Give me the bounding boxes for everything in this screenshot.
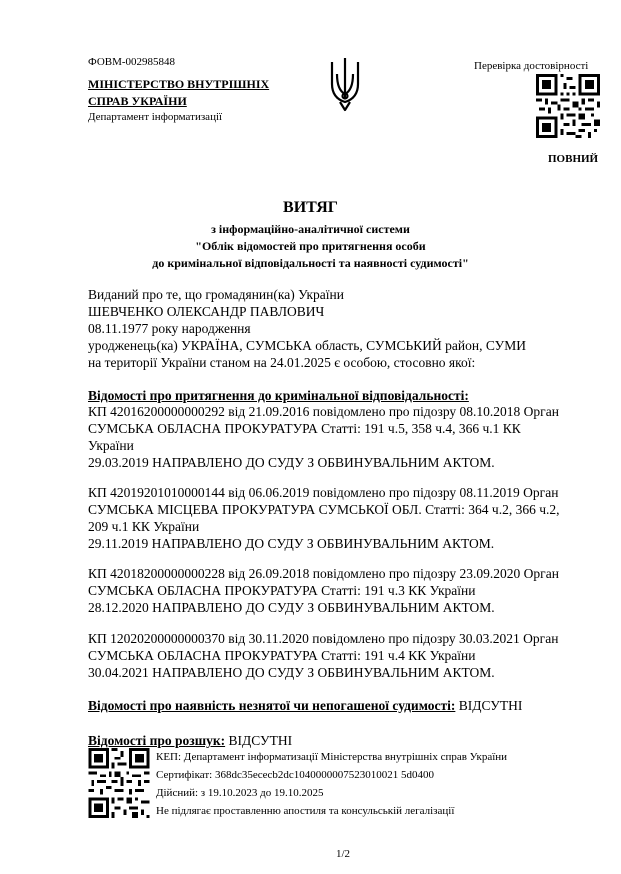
case-item xyxy=(88,565,559,616)
form-number: ФОВМ-002985848 xyxy=(88,56,176,68)
full-label: ПОВНИЙ xyxy=(548,153,599,165)
case-line: КП 42016200000000292 від 21.09.2016 повідомлено про підозру 08.10.2018 Орган xyxy=(88,404,559,419)
conviction-heading: Відомості про наявність незнятої чи непогашеної судимості: xyxy=(88,698,456,713)
person-status: на території України станом на 24.01.2025 є особою, стосовно якої: xyxy=(88,355,476,370)
page-number: 1/2 xyxy=(336,848,351,860)
ministry-line-2: СПРАВ УКРАЇНИ xyxy=(88,94,187,108)
case-line: 29.11.2019 НАПРАВЛЕНО ДО СУДУ З ОБВИНУВАЛЬНИМ АКТОМ. xyxy=(88,536,495,551)
department: Департамент інформатизації xyxy=(88,111,223,123)
case-line: СУМСЬКА ОБЛАСНА ПРОКУРАТУРА Статті: 191 ч.5, 358 ч.4, 366 ч.1 КК xyxy=(88,421,521,436)
signature-qr-icon[interactable] xyxy=(88,748,150,818)
conviction-value: ВІДСУТНІ xyxy=(455,698,523,713)
criminal-heading: Відомості про притягнення до кримінальної відповідальності: xyxy=(88,388,469,403)
ministry-line-1: МІНІСТЕРСТВО ВНУТРІШНІХ xyxy=(88,77,270,91)
signature-certificate: Сертифікат: 368dc35ececb2dc1040000007523010021 5d0400 xyxy=(156,769,435,781)
case-line: 28.12.2020 НАПРАВЛЕНО ДО СУДУ З ОБВИНУВАЛЬНИМ АКТОМ. xyxy=(88,600,495,615)
search-row xyxy=(88,732,292,749)
case-line: СУМСЬКА МІСЦЕВА ПРОКУРАТУРА СУМСЬКОЇ ОБЛ. Статті: 364 ч.2, 366 ч.2, xyxy=(88,502,560,517)
case-item xyxy=(88,403,559,471)
qr-code-icon[interactable] xyxy=(536,74,600,138)
person-birth: 08.11.1977 року народження xyxy=(88,321,251,336)
title-line-1: з інформаційно-аналітичної системи xyxy=(211,222,410,236)
case-line: України xyxy=(88,438,134,453)
signature-valid: Дійсний: з 19.10.2023 до 19.10.2025 xyxy=(156,787,324,799)
title-line-3: до кримінальної відповідальності та наявності судимості" xyxy=(152,256,469,270)
case-line: 29.03.2019 НАПРАВЛЕНО ДО СУДУ З ОБВИНУВАЛЬНИМ АКТОМ. xyxy=(88,455,495,470)
case-line: 209 ч.1 КК України xyxy=(88,519,200,534)
title-line-2: "Облік відомостей про притягнення особи xyxy=(195,239,426,253)
trident-icon xyxy=(328,54,362,114)
document-title: ВИТЯГ xyxy=(283,199,338,216)
case-line: СУМСЬКА ОБЛАСНА ПРОКУРАТУРА Статті: 191 ч.4 КК України xyxy=(88,648,476,663)
case-line: КП 12020200000000370 від 30.11.2020 повідомлено про підозру 30.03.2021 Орган xyxy=(88,631,559,646)
case-line: КП 42018200000000228 від 26.09.2018 повідомлено про підозру 23.09.2020 Орган xyxy=(88,566,559,581)
case-line: КП 42019201010000144 від 06.06.2019 повідомлено про підозру 08.11.2019 Орган xyxy=(88,485,559,500)
search-value: ВІДСУТНІ xyxy=(225,733,293,748)
case-line: 30.04.2021 НАПРАВЛЕНО ДО СУДУ З ОБВИНУВАЛЬНИМ АКТОМ. xyxy=(88,665,495,680)
case-item xyxy=(88,630,558,681)
case-line: СУМСЬКА ОБЛАСНА ПРОКУРАТУРА Статті: 191 ч.3 КК України xyxy=(88,583,476,598)
person-origin: уродженець(ка) УКРАЇНА, СУМСЬКА область, СУМСЬКИЙ район, СУМИ xyxy=(88,338,526,353)
person-name: ШЕВЧЕНКО ОЛЕКСАНДР ПАВЛОВИЧ xyxy=(88,304,325,319)
search-heading: Відомості про розшук: xyxy=(88,733,226,748)
apostille-note: Не підлягає проставленню апостиля та консульській легалізації xyxy=(156,805,455,817)
person-intro: Виданий про те, що громадянин(ка) України xyxy=(88,287,344,302)
case-item xyxy=(88,484,560,552)
conviction-row xyxy=(88,697,522,714)
verification-label: Перевірка достовірності xyxy=(474,60,589,72)
signature-kep: КЕП: Департамент інформатизації Міністерства внутрішніх справ України xyxy=(156,751,508,763)
